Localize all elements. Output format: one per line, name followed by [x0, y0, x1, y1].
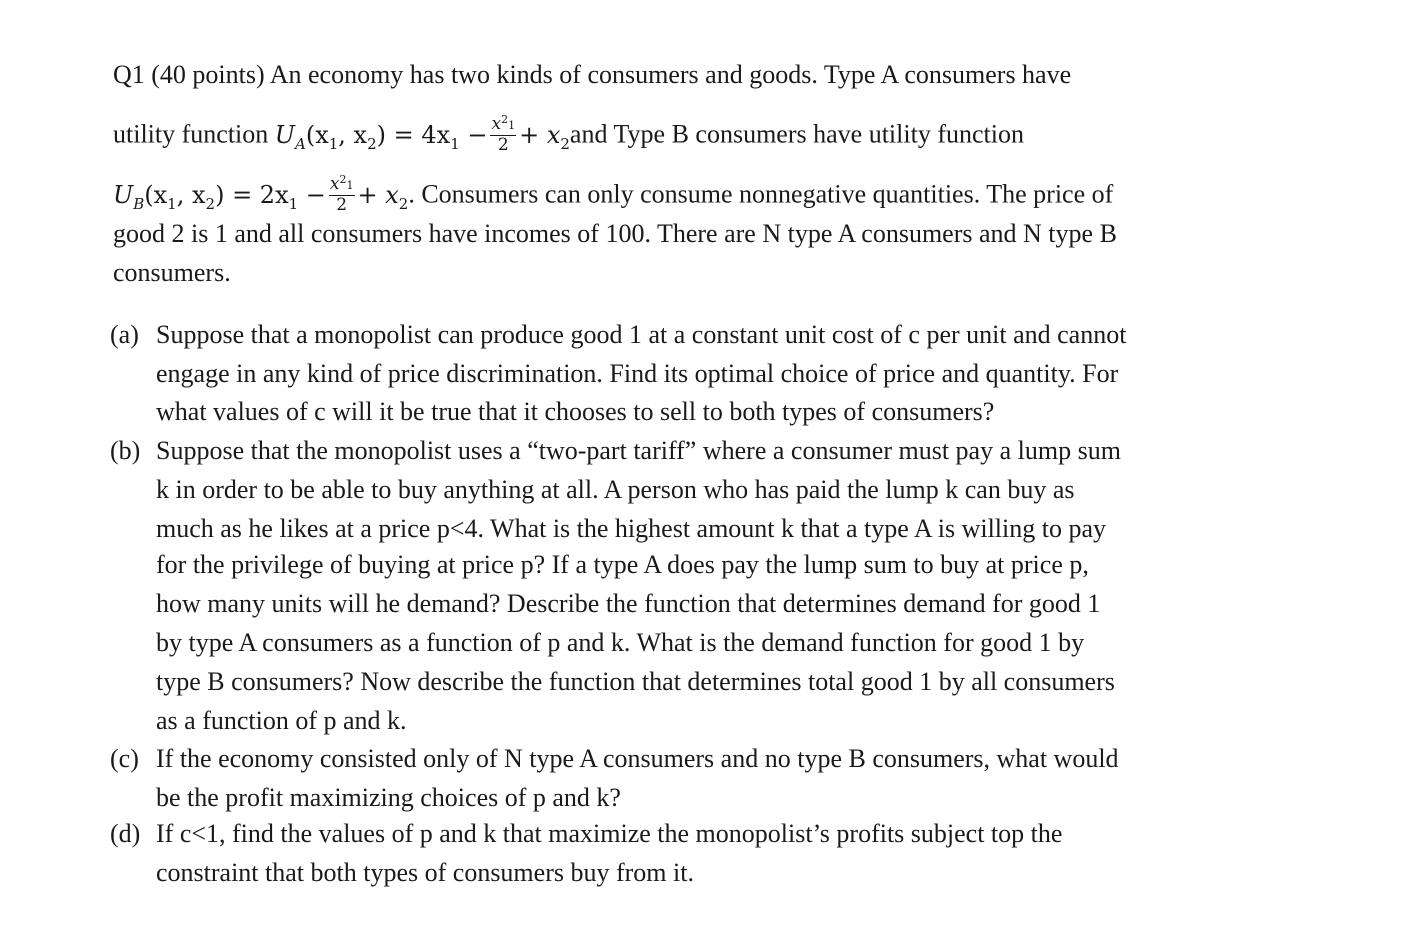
utility-b-equals: = 2x — [224, 180, 289, 209]
utility-a-frac-den: 2 — [497, 134, 509, 155]
part-c-line-2: be the profit maximizing choices of p and k? — [156, 783, 621, 812]
utility-a-args-close: ) — [376, 120, 387, 149]
part-a-line-1: Suppose that a monopolist can produce good 1 at a constant unit cost of c per unit and cannot — [156, 320, 1127, 349]
utility-b-minus: − — [298, 180, 326, 209]
utility-b-fraction — [329, 174, 355, 214]
intro-line-3-suffix: . Consumers can only consume nonnegative quantities. The price of — [408, 179, 1114, 209]
utility-a-arg1-sub: 1 — [328, 134, 339, 153]
utility-b-frac-sup: 2 — [339, 173, 347, 186]
utility-a-frac-num — [490, 114, 516, 134]
utility-b-fn: U — [113, 180, 134, 209]
utility-a-frac-sup: 2 — [501, 113, 509, 126]
part-c-line-1: If the economy consisted only of N type A consumers and no type B consumers, what would — [156, 744, 1119, 773]
utility-b-args-open: (x — [144, 180, 168, 209]
part-b-line-3: much as he likes at a price p<4. What is the highest amount k that a type A is willing to pay — [156, 514, 1107, 543]
utility-b-arg2-sub: 2 — [205, 194, 216, 213]
utility-a-fraction — [490, 114, 516, 154]
utility-a-args-open: (x — [305, 120, 329, 149]
utility-b-frac-den: 2 — [336, 194, 348, 215]
utility-a-minus: − — [459, 120, 488, 149]
utility-a-last-sub: 2 — [560, 134, 570, 153]
utility-b-frac-var: x — [329, 174, 340, 194]
part-b-line-7: type B consumers? Now describe the function that determines total good 1 by all consumers — [156, 667, 1115, 696]
utility-a-equals: = 4x — [386, 120, 451, 149]
part-a-label: (a) — [110, 320, 139, 349]
part-a-line-3: what values of c will it be true that it chooses to sell to both types of consumers? — [156, 397, 995, 426]
utility-b-frac-num — [329, 174, 355, 194]
part-b-line-4: for the privilege of buying at price p? If a type A does pay the lump sum to buy at price p, — [156, 550, 1089, 579]
part-b-line-6: by type A consumers as a function of p and k. What is the demand function for good 1 by — [156, 628, 1085, 657]
intro-line-5: consumers. — [113, 258, 231, 287]
utility-a-arg2-sub: 2 — [367, 134, 377, 153]
utility-b-term1-sub: 1 — [288, 194, 299, 213]
utility-b-args-mid: , x — [176, 180, 206, 209]
utility-a-frac-sub: 1 — [508, 119, 516, 132]
utility-a-plus: + x — [519, 120, 561, 149]
part-b-line-5: how many units will he demand? Describe the function that determines demand for good 1 — [156, 589, 1101, 618]
utility-b-plus: + x — [357, 180, 399, 209]
utility-b-last-sub: 2 — [398, 194, 409, 213]
intro-line-2-prefix: utility function — [113, 119, 275, 149]
part-a-line-2: engage in any kind of price discrimination. Find its optimal choice of price and quantity. For — [156, 359, 1119, 388]
part-b-line-2: k in order to be able to buy anything at all. A person who has paid the lump k can buy as — [156, 475, 1075, 504]
part-d-label: (d) — [110, 819, 141, 848]
intro-line-3 — [113, 173, 1114, 216]
utility-b-arg1-sub: 1 — [167, 194, 177, 213]
utility-a-sub: A — [295, 134, 306, 153]
utility-b-frac-sub: 1 — [346, 179, 354, 192]
utility-a-frac-var: x — [491, 114, 502, 134]
part-b-line-1: Suppose that the monopolist uses a “two-part tariff” where a consumer must pay a lump sum — [156, 436, 1121, 465]
intro-line-2-suffix: and Type B consumers have utility function — [569, 119, 1024, 149]
utility-b-formula — [113, 173, 409, 215]
intro-line-1: Q1 (40 points) An economy has two kinds of consumers and goods. Type A consumers have — [113, 60, 1072, 89]
part-b-label: (b) — [110, 436, 141, 465]
utility-b-args-close: ) — [215, 180, 225, 209]
intro-line-2 — [113, 113, 1024, 156]
part-b-line-8: as a function of p and k. — [156, 706, 407, 735]
utility-a-formula — [274, 113, 570, 155]
part-c-label: (c) — [110, 744, 139, 773]
utility-a-fn: U — [274, 120, 295, 149]
part-d-line-1: If c<1, find the values of p and k that maximize the monopolist’s profits subject top the — [156, 819, 1063, 848]
utility-a-term1-sub: 1 — [450, 134, 460, 153]
intro-line-4: good 2 is 1 and all consumers have incomes of 100. There are N type A consumers and N type B — [113, 219, 1117, 248]
utility-b-sub: B — [133, 194, 145, 213]
utility-a-args-mid: , x — [338, 120, 368, 149]
part-d-line-2: constraint that both types of consumers buy from it. — [156, 858, 694, 887]
